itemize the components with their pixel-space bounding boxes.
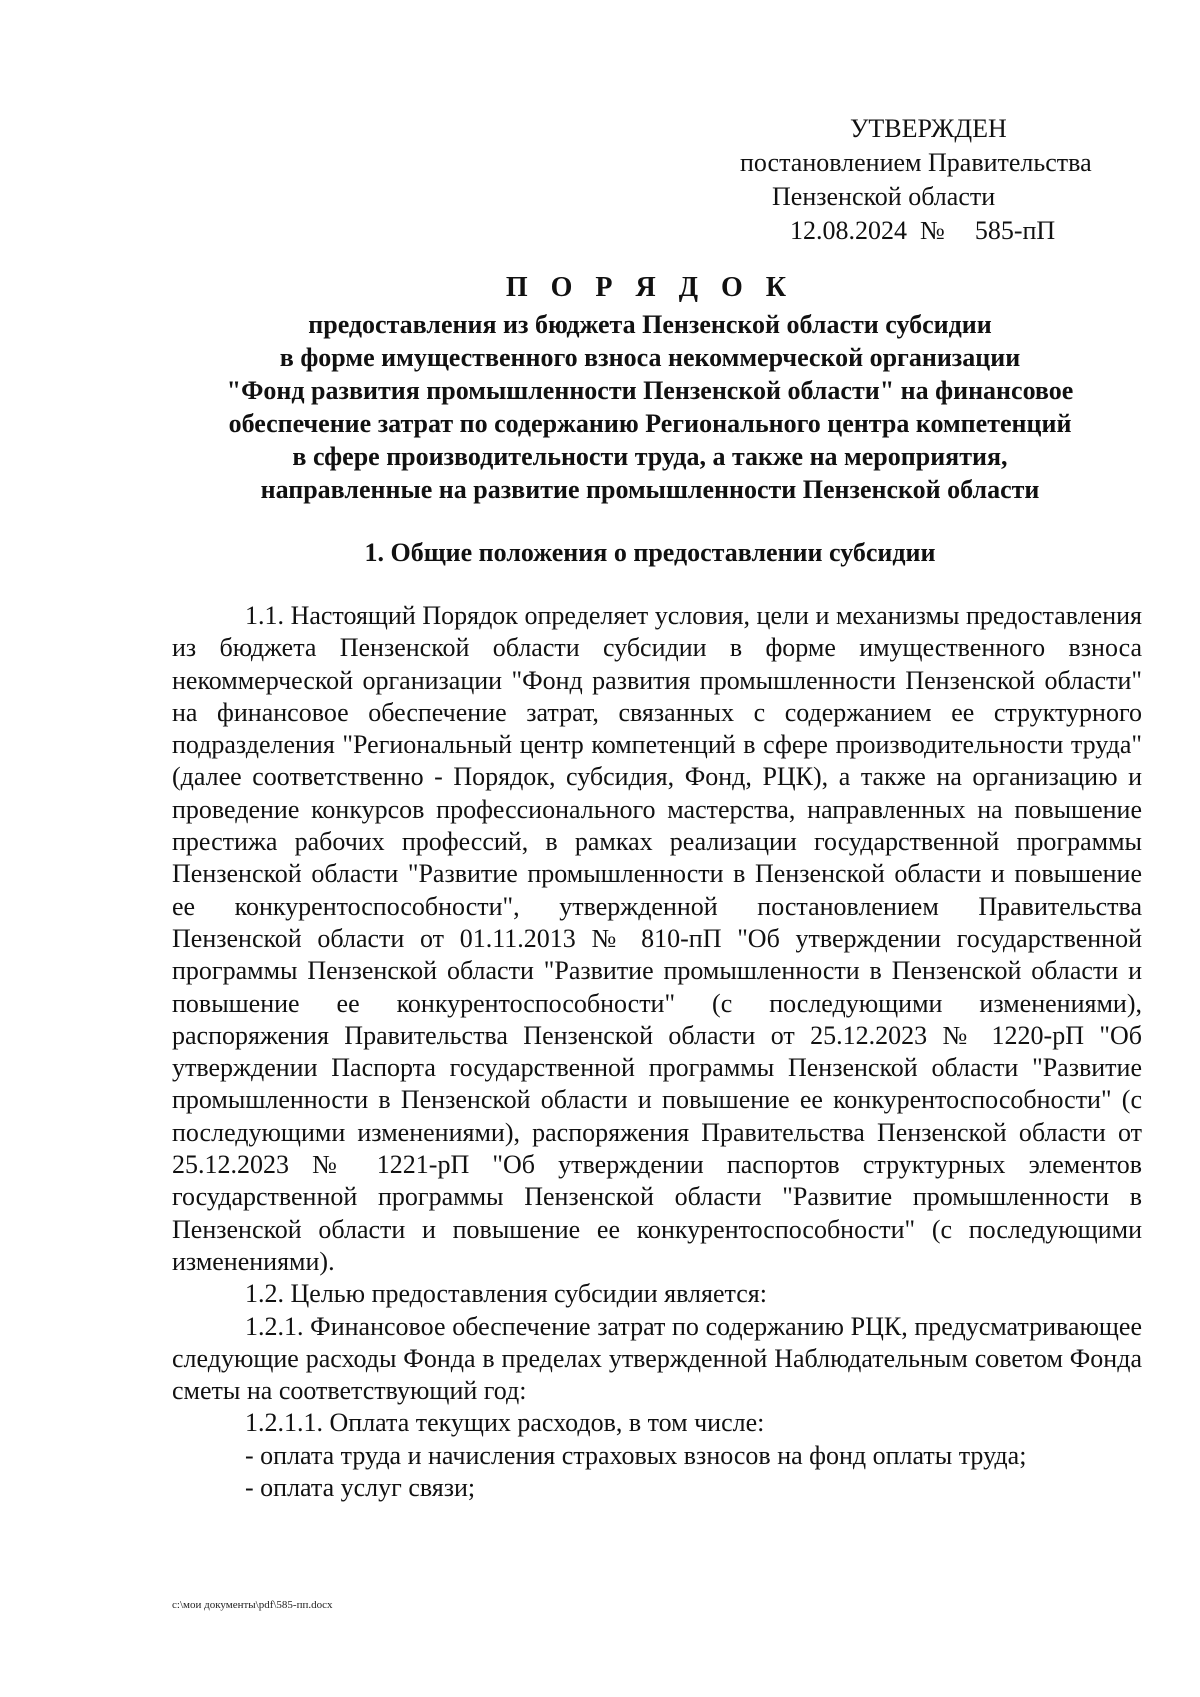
document-title (160, 268, 1140, 506)
paragraph-1-2-1-1: 1.2.1.1. Оплата текущих расходов, в том числе: (245, 1408, 765, 1438)
approval-stamp (740, 112, 1140, 248)
title-line: направленные на развитие промышленности Пензенской области (260, 475, 1040, 504)
title-line: "Фонд развития промышленности Пензенской области" на финансовое (226, 376, 1074, 405)
footer-file-path: c:\мои документы\pdf\585-пп.docx (172, 1599, 333, 1611)
approval-number-sign: № (920, 216, 945, 245)
section-body (172, 600, 1142, 1504)
approval-number: 585-пП (974, 216, 1056, 245)
approval-issuer: постановлением Правительства (740, 148, 1092, 177)
paragraph-1-1: 1.1. Настоящий Порядок определяет условия, цели и механизмы предоставления из бюджета Пензенской области субсидии в форме имущественного взноса некоммерческой организации "Фонд развития промышленности Пензенской области" на финансовое обеспечение затрат, связанных с содержанием ее структурного подразделения "Региональный центр компетенций в сфере производительности труда" (далее соответственно - Порядок, субсидия, Фонд, РЦК), а также на организацию и проведение конкурсов профессионального мастерства, направленных на повышение престижа рабочих профессий, в рамках реализации государственной программы Пензенской области "Развитие промышленности в Пензенской области и повышение ее конкурентоспособности", утвержденной постановлением Правительства Пензенской области от 01.11.2013 № 810-пП "Об утверждении государственной программы Пензенской области "Развитие промышленности в Пензенской области и повышение ее конкурентоспособности" (с последующими изменениями), распоряжения Правительства Пензенской области от 25.12.2023 № 1220-рП "Об утверждении Паспорта государственной программы Пензенской области "Развитие промышленности в Пензенской области и повышение ее конкурентоспособности" (с последующими изменениями), распоряжения Правительства Пензенской области от 25.12.2023 № 1221-рП "Об утверждении паспортов структурных элементов государственной программы Пензенской области "Развитие промышленности в Пензенской области и повышение ее конкурентоспособности" (с последующими изменениями). (172, 601, 1142, 1276)
list-item: - оплата услуг связи; (245, 1473, 476, 1503)
title-line: в форме имущественного взноса некоммерческой организации (279, 343, 1021, 372)
list-item: - оплата труда и начисления страховых взносов на фонд оплаты труда; (245, 1440, 1027, 1470)
section-heading: 1. Общие положения о предоставлении субсидии (364, 538, 936, 567)
approval-heading: УТВЕРЖДЕН (850, 114, 1007, 143)
title-line: обеспечение затрат по содержанию Регионального центра компетенций (228, 409, 1072, 438)
title-main: П О Р Я Д О К (505, 272, 795, 303)
paragraph-1-2-1: 1.2.1. Финансовое обеспечение затрат по содержанию РЦК, предусматривающее следующие расходы Фонда в пределах утвержденной Наблюдательным советом Фонда сметы на соответствующий год: (172, 1311, 1142, 1406)
title-line: в сфере производительности труда, а также на мероприятия, (292, 442, 1008, 471)
approval-date: 12.08.2024 (790, 216, 907, 245)
paragraph-1-2: 1.2. Целью предоставления субсидии является: (245, 1279, 767, 1309)
title-line: предоставления из бюджета Пензенской области субсидии (308, 310, 992, 339)
approval-date-number (740, 214, 1140, 248)
approval-region: Пензенской области (772, 182, 996, 211)
